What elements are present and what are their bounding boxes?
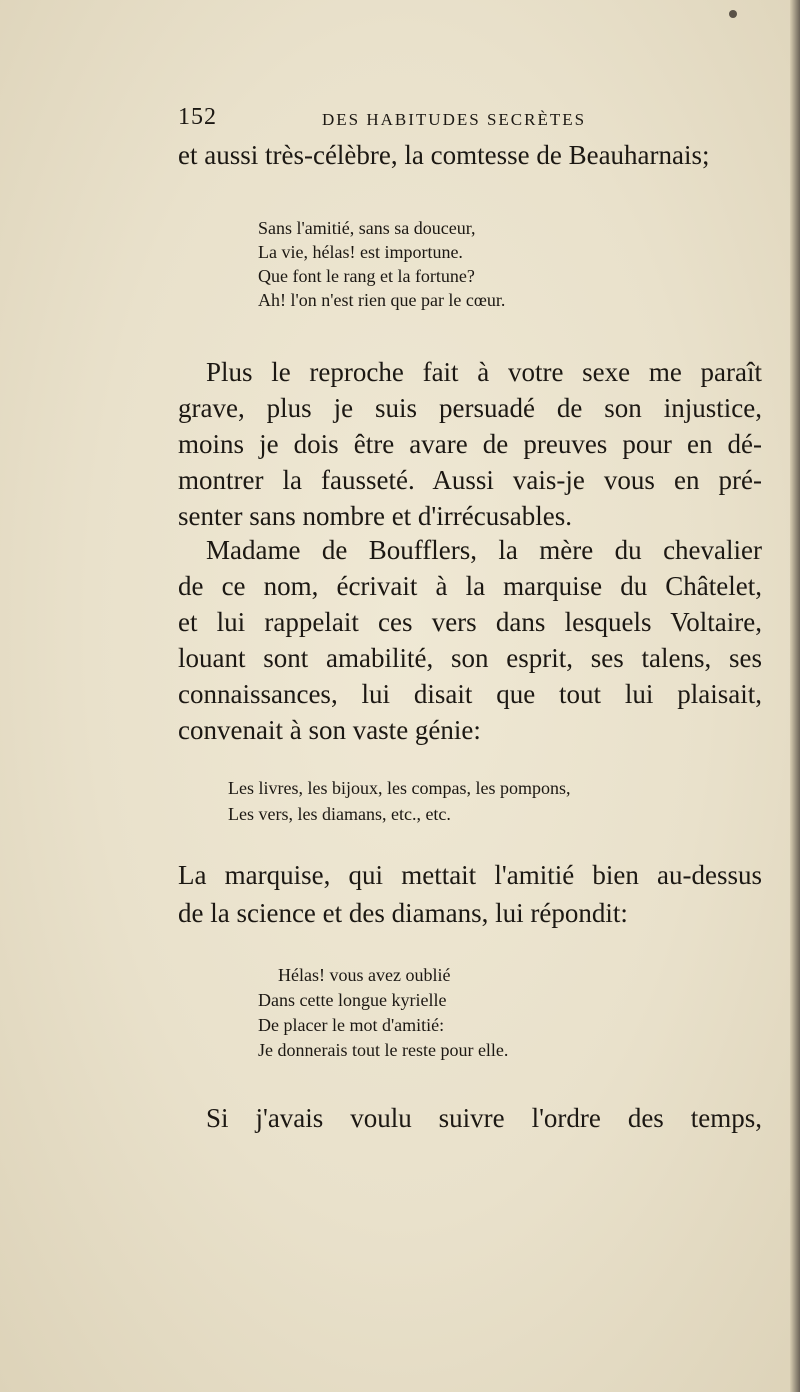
verse-line: De placer le mot d'amitié: xyxy=(258,1015,445,1035)
text-line: de ce nom, écrivait à la marquise du Châtelet, xyxy=(178,571,762,601)
text-line: montrer la fausseté. Aussi vais-je vous en pré- xyxy=(178,465,762,495)
verse-line: Je donnerais tout le reste pour elle. xyxy=(258,1040,509,1060)
text-line: Madame de Boufflers, la mère du chevalier xyxy=(206,535,762,565)
page-edge xyxy=(790,0,800,1392)
text-line: convenait à son vaste génie: xyxy=(178,715,481,745)
verse-line: Que font le rang et la fortune? xyxy=(258,266,475,286)
text-line: louant sont amabilité, son esprit, ses talens, ses xyxy=(178,643,762,673)
verse-line: Les livres, les bijoux, les compas, les pompons, xyxy=(228,778,571,798)
text-line: et lui rappelait ces vers dans lesquels Voltaire, xyxy=(178,607,762,637)
text-line: Plus le reproche fait à votre sexe me paraît xyxy=(206,357,762,387)
text-line: senter sans nombre et d'irrécusables. xyxy=(178,501,572,531)
text-line: Si j'avais voulu suivre l'ordre des temps, xyxy=(206,1103,762,1133)
verse-line: La vie, hélas! est importune. xyxy=(258,242,463,262)
text-line: grave, plus je suis persuadé de son injustice, xyxy=(178,393,762,423)
text-line: connaissances, lui disait que tout lui plaisait, xyxy=(178,679,762,709)
text-line: et aussi très-célèbre, la comtesse de Beauharnais; xyxy=(178,140,710,170)
page-number: 152 xyxy=(178,104,217,130)
running-title: DES HABITUDES SECRÈTES xyxy=(322,110,587,129)
verse-line: Ah! l'on n'est rien que par le cœur. xyxy=(258,290,506,310)
text-line: moins je dois être avare de preuves pour en dé- xyxy=(178,429,762,459)
verse-line: Hélas! vous avez oublié xyxy=(278,965,451,985)
ink-speck xyxy=(729,10,737,18)
text-line: de la science et des diamans, lui répondit: xyxy=(178,898,628,928)
verse-line: Dans cette longue kyrielle xyxy=(258,990,447,1010)
verse-line: Sans l'amitié, sans sa douceur, xyxy=(258,218,476,238)
text-line: La marquise, qui mettait l'amitié bien au-dessus xyxy=(178,860,762,890)
page-header xyxy=(178,104,762,132)
verse-line: Les vers, les diamans, etc., etc. xyxy=(228,804,451,824)
